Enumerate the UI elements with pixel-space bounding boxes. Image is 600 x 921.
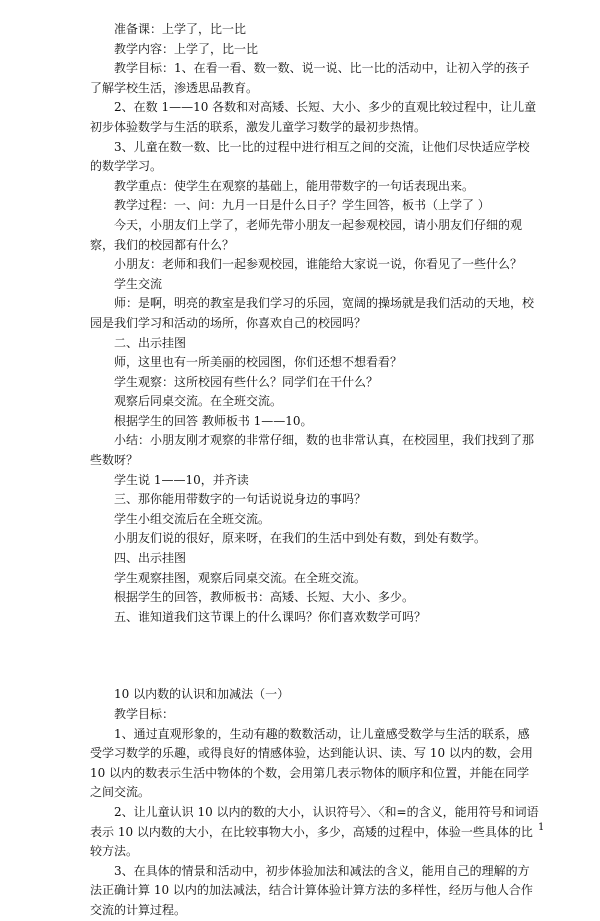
paragraph: 小结：小朋友刚才观察的非常仔细，数的也非常认真，在校园里，我们找到了那些数呀？ [90, 433, 535, 468]
process-step-3: 三、那你能用带数字的一句话说说身边的事吗？ [114, 492, 367, 507]
paragraph: 小朋友们说的很好，原来呀，在我们的生活中到处有数，到处有数学。 [114, 531, 487, 546]
paragraph: 学生观察：这所校园有些什么？同学们在干什么？ [114, 374, 379, 389]
paragraph: 根据学生的回答 教师板书 1——10。 [114, 413, 313, 428]
section-gap [90, 627, 540, 685]
paragraph: 师，这里也有一所美丽的校园图，你们还想不想看看？ [114, 355, 403, 370]
paragraph: 今天，小朋友们上学了，老师先带小朋友一起参观校园，请小朋友们仔细的观察，我们的校园都有什么？ [90, 217, 523, 252]
paragraph: 根据学生的回答，教师板书：高矮、长短、大小、多少。 [114, 590, 415, 605]
paragraph: 学生观察挂图，观察后同桌交流。在全班交流。 [114, 570, 367, 585]
objective-1: 教学目标：1、在看一看、数一数、说一说、比一比的活动中，让初入学的孩子了解学校生活，渗透思品教育。 [90, 61, 530, 95]
teaching-focus: 教学重点：使学生在观察的基础上，能用带数字的一句话表现出来。 [114, 178, 475, 193]
paragraph: 师：是啊，明亮的教室是我们学习的乐园，宽阔的操场就是我们活动的天地，校园是我们学习和活动的场所，你喜欢自己的校园吗？ [90, 296, 535, 330]
paragraph: 学生交流 [114, 276, 163, 291]
objectives-heading: 教学目标： [114, 707, 175, 721]
page-number: 1 [538, 822, 545, 833]
process-step-2: 二、出示挂图 [114, 335, 187, 350]
paragraph: 小朋友：老师和我们一起参观校园，谁能给大家说一说，你看见了一些什么？ [114, 257, 523, 272]
document-body [90, 20, 540, 921]
objective-2: 2、让儿童认识 10 以内的数的大小，认识符号〉、〈和=的含义，能用符号和词语表示 10 以内数的大小，在比较事物大小，多少，高矮的过程中，体验一些具体的比较方法。 [90, 804, 539, 859]
process-step-4: 四、出示挂图 [114, 551, 187, 566]
objective-3: 3、在具体的情景和活动中，初步体验加法和减法的含义，能用自己的理解的方法正确计算 10 以内的加法减法，结合计算体验计算方法的多样性，经历与他人合作交流的计算过程。 [90, 863, 533, 917]
paragraph: 学生小组交流后在全班交流。 [114, 511, 271, 526]
objective-1: 1、通过直观形象的，生动有趣的数数活动，让儿童感受数学与生活的联系，感受学习数学的乐趣，或得良好的情感体验，达到能认识、读、写 10 以内的数，会用 10 以内的数表示生活中物体的个数，会用第几表示物体的顺序和位置，并能在同学之间交流。 [90, 726, 533, 800]
lesson-content: 教学内容：上学了，比一比 [114, 41, 259, 56]
process-step-5: 五、谁知道我们这节课上的什么课吗？你们喜欢数学可吗？ [114, 609, 427, 624]
objective-2: 2、在数 1——10 各数和对高矮、长短、大小、多少的直观比较过程中，让儿童初步体验数学与生活的联系，激发儿童学习数学的最初步热情。 [90, 100, 537, 134]
objective-3: 3、儿童在数一数、比一比的过程中进行相互之间的交流，让他们尽快适应学校的数学学习。 [90, 139, 530, 174]
section-title: 10 以内数的认识和加减法（一） [114, 687, 290, 702]
lesson-title: 准备课：上学了，比一比 [114, 22, 247, 36]
paragraph: 学生说 1——10，并齐读 [114, 472, 249, 487]
paragraph: 观察后同桌交流。在全班交流。 [114, 394, 283, 409]
process-step-1: 教学过程：一、问：九月一日是什么日子？学生回答，板书（上学了 ） [114, 198, 490, 213]
